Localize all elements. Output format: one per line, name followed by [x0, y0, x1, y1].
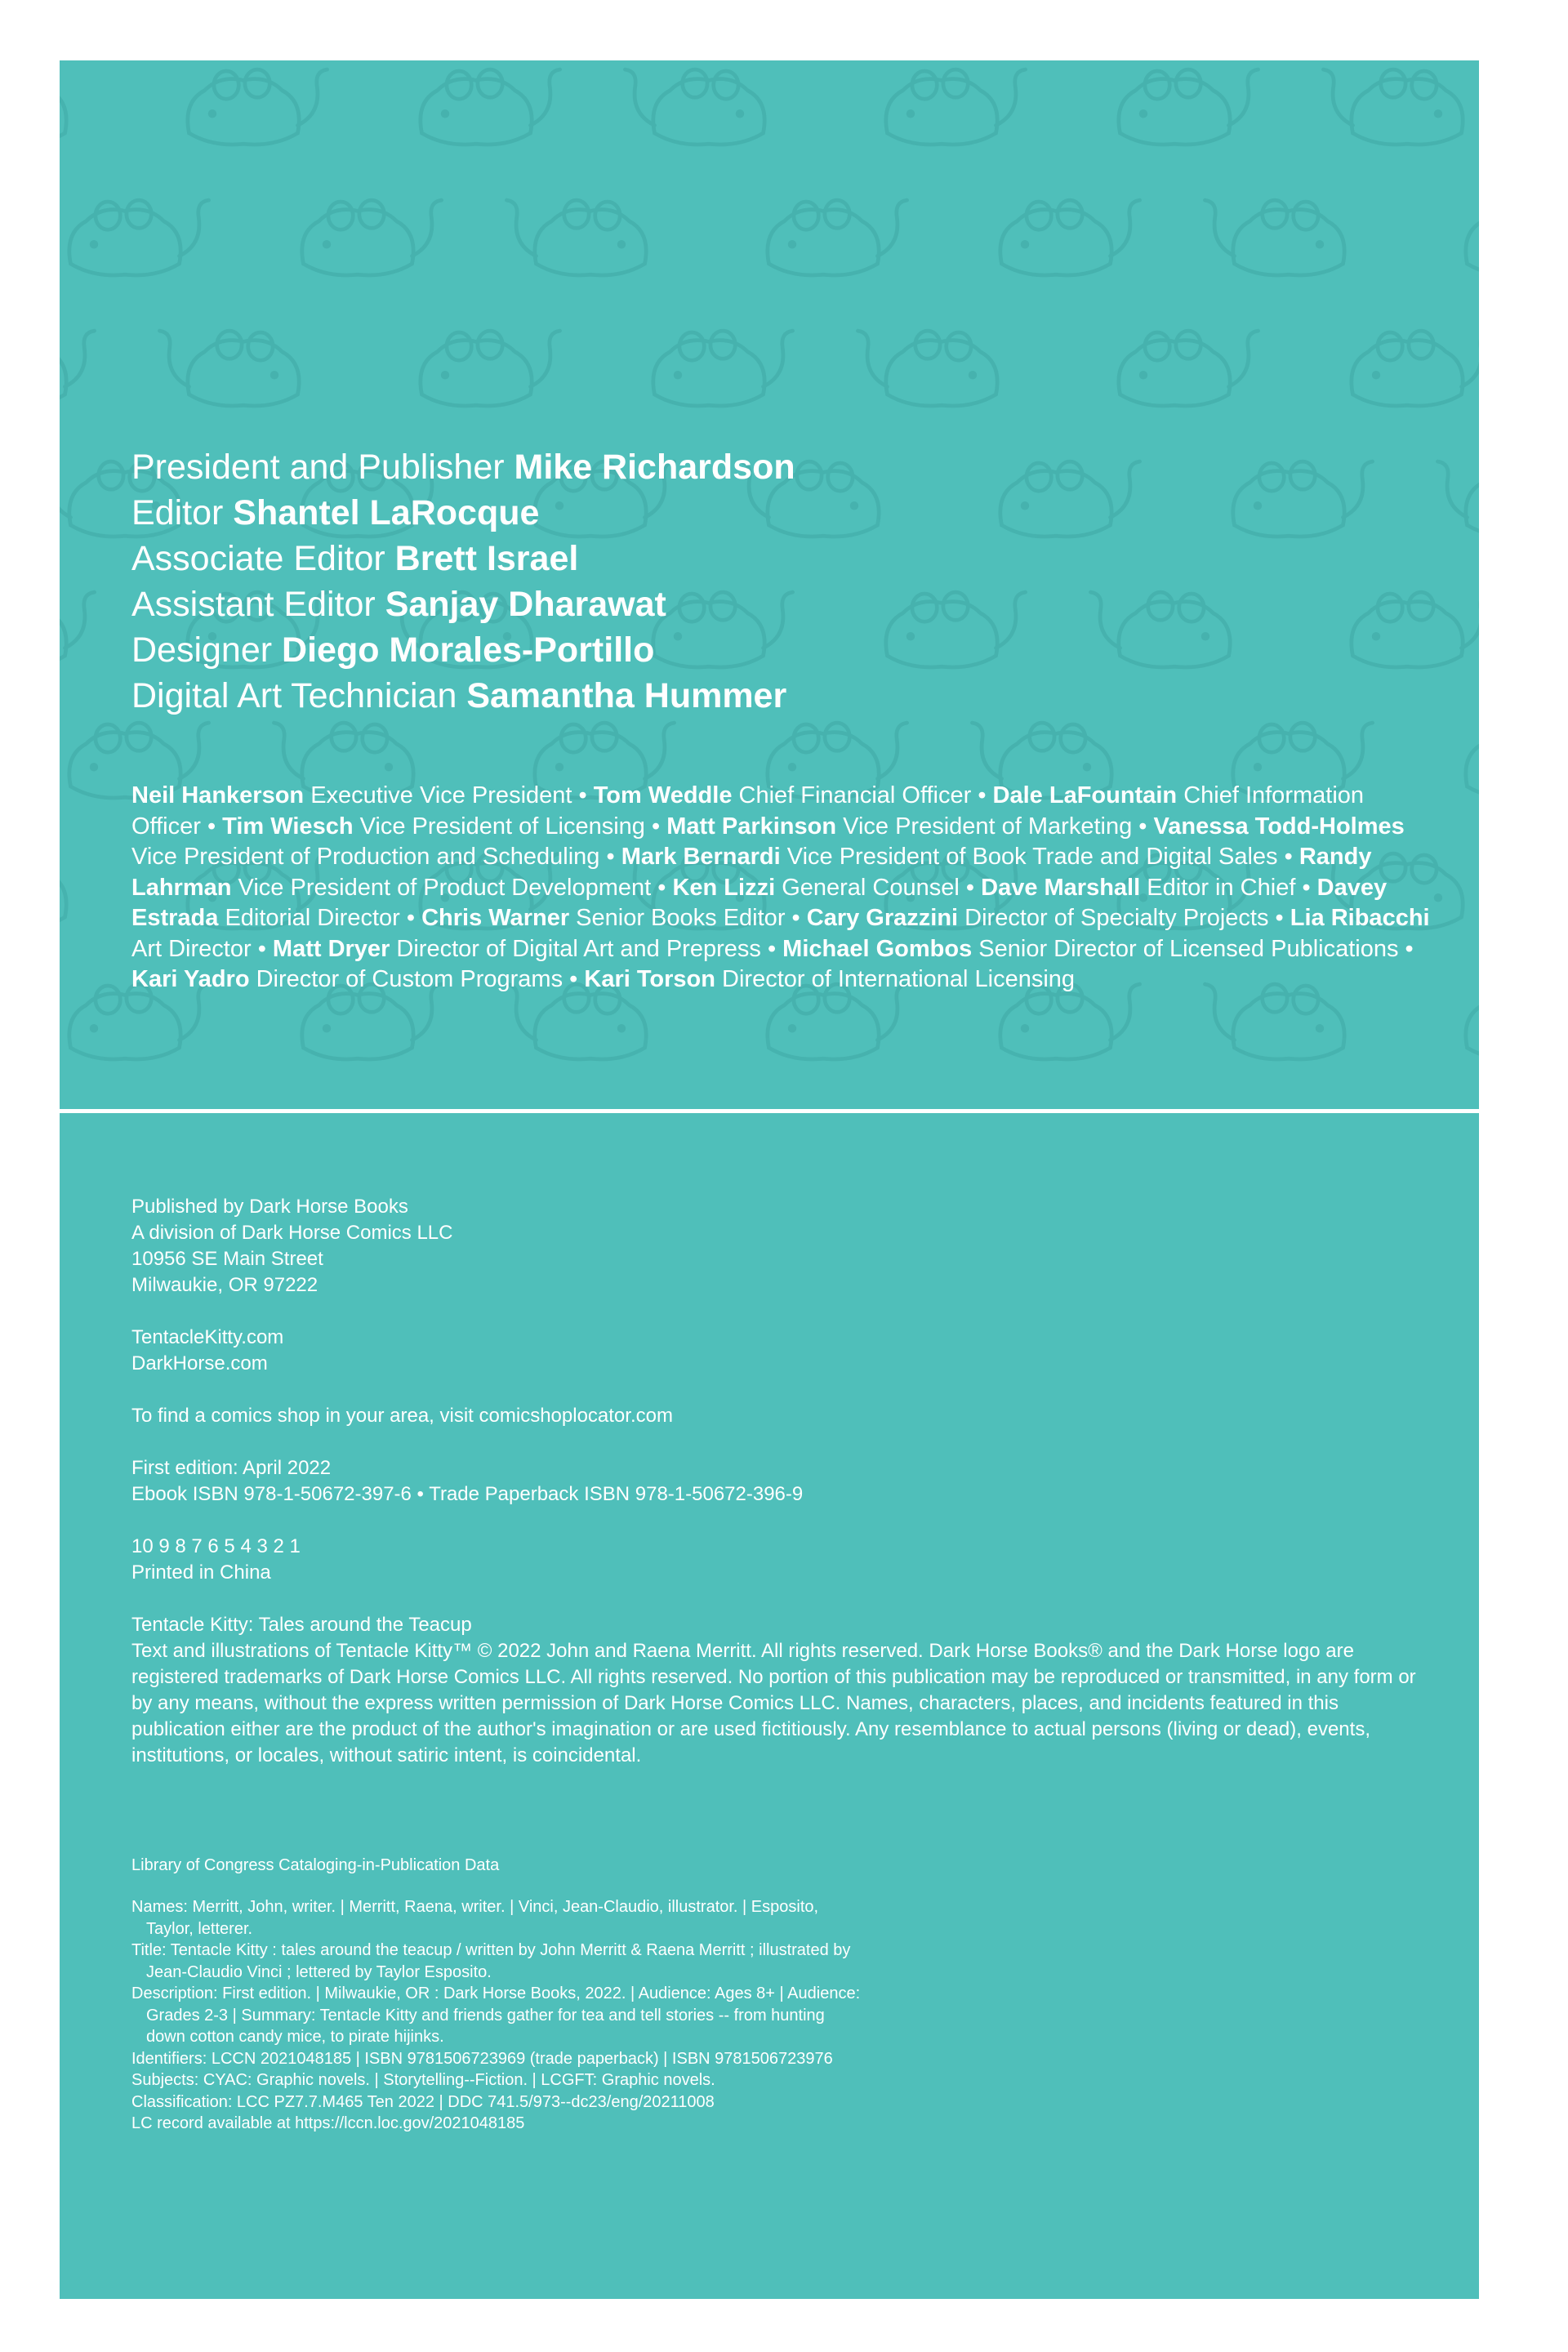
shop-locator-text: To find a comics shop in your area, visit comicshoplocator.com — [131, 1405, 673, 1427]
mouse-icon — [188, 69, 327, 145]
mouse-icon — [69, 200, 209, 275]
mouse-icon — [1000, 461, 1140, 537]
staff-entry — [594, 782, 972, 808]
mouse-icon — [60, 853, 66, 929]
website-link[interactable]: DarkHorse.com — [131, 1352, 268, 1374]
staff-name: Neil Hankerson — [131, 782, 305, 808]
mouse-icon — [506, 984, 646, 1059]
credits-panel — [60, 60, 1479, 1109]
staff-name: Vanessa Todd-Holmes — [1153, 813, 1405, 840]
staff-name: Mark Bernardi — [621, 844, 781, 870]
staff-title: Vice President of Production and Scheduling — [131, 844, 600, 870]
cip-entry: Names: Merritt, John, writer. | Merritt, Raena, writer. | Vinci, Jean-Claudio, illustrator. | Esposito, Taylor, letterer. — [131, 1898, 819, 1938]
mouse-icon — [768, 200, 907, 275]
staff-entry — [131, 966, 563, 992]
masthead-name: Diego Morales-Portillo — [282, 630, 655, 670]
staff-entry — [807, 905, 1269, 931]
masthead-name: Shantel LaRocque — [233, 493, 540, 532]
cip-entry: Description: First edition. | Milwaukie, OR : Dark Horse Books, 2022. | Audience: Ages 8+ | Audience: Grades 2-3 | Summary: Tentacle Kitty and friends gather for tea and tell stories -- from hunting down cotton candy mice, to pirate hijinks. — [131, 1984, 861, 2046]
mouse-icon — [506, 200, 646, 275]
staff-title: Director of Digital Art and Prepress — [396, 935, 761, 962]
mouse-icon — [1466, 723, 1479, 798]
bullet-separator: • — [1295, 874, 1317, 901]
staff-title: Director of International Licensing — [722, 966, 1076, 992]
masthead-name: Sanjay Dharawat — [385, 585, 666, 624]
cip-entry: LC record available at https://lccn.loc.gov/2021048185 — [131, 2114, 525, 2132]
staff-title: Executive Vice President — [310, 782, 572, 808]
mouse-icon — [60, 592, 95, 667]
bullet-separator: • — [651, 874, 673, 901]
staff-name: Dave Marshall — [981, 874, 1141, 901]
staff-title: Senior Books Editor — [576, 905, 786, 931]
staff-directory — [131, 781, 1430, 996]
staff-entry — [131, 782, 572, 808]
publisher-address — [131, 1194, 1422, 1298]
bullet-separator: • — [563, 966, 585, 992]
publisher-line: Milwaukie, OR 97222 — [131, 1274, 318, 1296]
bullet-separator: • — [572, 782, 594, 808]
masthead-role: Designer — [131, 630, 283, 670]
cip-entries — [131, 1896, 866, 2135]
masthead-role: Editor — [131, 493, 234, 532]
masthead-name: Brett Israel — [394, 539, 579, 578]
bullet-separator: • — [1268, 905, 1290, 931]
staff-name: Davey Estrada — [131, 874, 1388, 931]
mouse-icon — [1205, 984, 1344, 1059]
website-link[interactable]: TentacleKitty.com — [131, 1326, 284, 1348]
staff-entry — [981, 875, 1295, 901]
staff-title: Chief Information Officer — [131, 782, 1365, 840]
cip-entry: Subjects: CYAC: Graphic novels. | Storytelling--Fiction. | LCGFT: Graphic novels. — [131, 2071, 715, 2089]
staff-name: Michael Gombos — [782, 935, 973, 962]
mouse-icon — [1119, 331, 1258, 406]
mouse-icon — [421, 331, 560, 406]
cip-entry: Title: Tentacle Kitty : tales around the teacup / written by John Merritt & Raena Merritt ; illustrated by Jean-Claudio Vinci ; lettered by Taylor Esposito. — [131, 1941, 851, 1981]
mouse-icon — [1205, 200, 1344, 275]
mouse-icon — [60, 69, 66, 145]
publisher-line: A division of Dark Horse Comics LLC — [131, 1222, 453, 1244]
mouse-icon — [625, 69, 764, 145]
publisher-line: Published by Dark Horse Books — [131, 1196, 408, 1218]
staff-title: General Counsel — [782, 874, 960, 901]
staff-title: Director of Specialty Projects — [964, 905, 1269, 931]
copyright-text: Text and illustrations of Tentacle Kitty™ © 2022 John and Raena Merritt. All rights reserved. Dark Horse Books® and the Dark Horse logo are registered trademarks of Dark Horse Comics LLC. All rights reserved. No portion of this publication may be reproduced or transmitted, in any form or by any means, without the express written permission of Dark Horse Comics LLC. Names, characters, places, and incidents featured in this publication either are the product of the author's imagination or are used fictitiously. Any resemblance to actual persons (living or dead), events, institutions, or locales, without satiric intent, is coincidental. — [131, 1640, 1416, 1766]
bullet-separator: • — [1277, 844, 1299, 870]
mouse-icon — [69, 984, 209, 1059]
bullet-separator: • — [599, 844, 621, 870]
cip-entry: Classification: LCC PZ7.7.M465 Ten 2022 | DDC 741.5/973--dc23/eng/20211008 — [131, 2092, 715, 2111]
bullet-separator: • — [644, 813, 667, 840]
masthead-list — [131, 444, 795, 719]
mouse-icon — [653, 331, 793, 406]
mouse-icon — [1352, 592, 1479, 667]
first-edition: First edition: April 2022 — [131, 1457, 332, 1479]
staff-entry — [421, 905, 785, 931]
mouse-icon — [886, 592, 1026, 667]
mouse-icon — [1000, 200, 1140, 275]
bullet-separator: • — [251, 935, 273, 962]
mouse-icon — [1090, 592, 1230, 667]
bullet-separator: • — [760, 935, 783, 962]
bullet-separator: • — [785, 905, 807, 931]
staff-name: Ken Lizzi — [672, 874, 776, 901]
cip-entry: Identifiers: LCCN 2021048185 | ISBN 9781506723969 (trade paperback) | ISBN 9781506723976 — [131, 2049, 833, 2068]
bullet-separator: • — [971, 782, 993, 808]
staff-name: Randy Lahrman — [131, 844, 1372, 901]
masthead-role: Assistant Editor — [131, 585, 385, 624]
mouse-icon — [858, 331, 997, 406]
staff-entry — [782, 936, 1398, 962]
staff-name: Kari Yadro — [131, 966, 250, 992]
mouse-icon — [768, 984, 907, 1059]
mouse-icon — [302, 984, 442, 1059]
masthead-entry — [131, 490, 795, 536]
staff-name: Tom Weddle — [593, 782, 733, 808]
masthead-entry — [131, 581, 795, 627]
staff-entry — [222, 813, 645, 840]
staff-name: Lia Ribacchi — [1290, 905, 1430, 931]
staff-entry — [273, 936, 761, 962]
book-title: Tentacle Kitty: Tales around the Teacup — [131, 1614, 472, 1636]
staff-title: Vice President of Licensing — [359, 813, 645, 840]
staff-entry — [621, 844, 1278, 870]
edition-info — [131, 1455, 1422, 1508]
masthead-role: Associate Editor — [131, 539, 395, 578]
mouse-icon — [1323, 69, 1463, 145]
printing-info — [131, 1534, 1422, 1586]
mouse-icon — [421, 69, 560, 145]
staff-title: Senior Director of Licensed Publications — [978, 935, 1399, 962]
staff-name: Cary Grazzini — [806, 905, 959, 931]
staff-name: Matt Parkinson — [666, 813, 837, 840]
mouse-icon — [1119, 69, 1258, 145]
staff-title: Chief Financial Officer — [738, 782, 972, 808]
masthead-name: Samantha Hummer — [466, 676, 787, 715]
staff-name: Dale LaFountain — [992, 782, 1178, 808]
mouse-icon — [1352, 331, 1479, 406]
bullet-separator: • — [1398, 935, 1414, 962]
staff-title: Vice President of Marketing — [843, 813, 1133, 840]
mouse-icon — [1000, 984, 1140, 1059]
mouse-icon — [1233, 461, 1373, 537]
bullet-separator: • — [200, 813, 223, 840]
mouse-icon — [60, 331, 95, 406]
masthead-entry — [131, 673, 795, 719]
mouse-icon — [1437, 461, 1479, 537]
mouse-icon — [302, 200, 442, 275]
staff-title: Director of Custom Programs — [256, 966, 564, 992]
staff-name: Kari Torson — [584, 966, 715, 992]
isbn-line: Ebook ISBN 978-1-50672-397-6 • Trade Paperback ISBN 978-1-50672-396-9 — [131, 1483, 804, 1505]
staff-title: Editor in Chief — [1147, 874, 1296, 901]
mouse-icon — [1466, 984, 1479, 1059]
masthead-entry — [131, 444, 795, 490]
staff-entry — [584, 966, 1075, 992]
staff-entry — [666, 813, 1132, 840]
publisher-line: 10956 SE Main Street — [131, 1248, 323, 1270]
printed-in: Printed in China — [131, 1561, 271, 1584]
masthead-name: Mike Richardson — [514, 448, 795, 487]
number-line: 10 9 8 7 6 5 4 3 2 1 — [131, 1535, 301, 1557]
staff-title: Vice President of Product Development — [238, 874, 652, 901]
staff-entry — [672, 875, 959, 901]
staff-title: Art Director — [131, 935, 252, 962]
mouse-icon — [159, 331, 299, 406]
masthead-entry — [131, 536, 795, 581]
bullet-separator: • — [959, 874, 982, 901]
legal-notice — [131, 1612, 1422, 1769]
masthead-entry — [131, 627, 795, 673]
mouse-icon — [1466, 200, 1479, 275]
staff-title: Editorial Director — [225, 905, 400, 931]
masthead-role: President and Publisher — [131, 448, 514, 487]
masthead-role: Digital Art Technician — [131, 676, 467, 715]
cip-heading: Library of Congress Cataloging-in-Publication Data — [131, 1856, 500, 1874]
mouse-icon — [886, 69, 1026, 145]
bullet-separator: • — [399, 905, 422, 931]
staff-title: Vice President of Book Trade and Digital Sales — [786, 844, 1278, 870]
staff-name: Chris Warner — [421, 905, 570, 931]
staff-name: Tim Wiesch — [222, 813, 354, 840]
websites — [131, 1325, 1422, 1377]
bullet-separator: • — [1132, 813, 1154, 840]
publication-info-panel — [60, 1113, 1479, 2299]
staff-name: Matt Dryer — [272, 935, 390, 962]
